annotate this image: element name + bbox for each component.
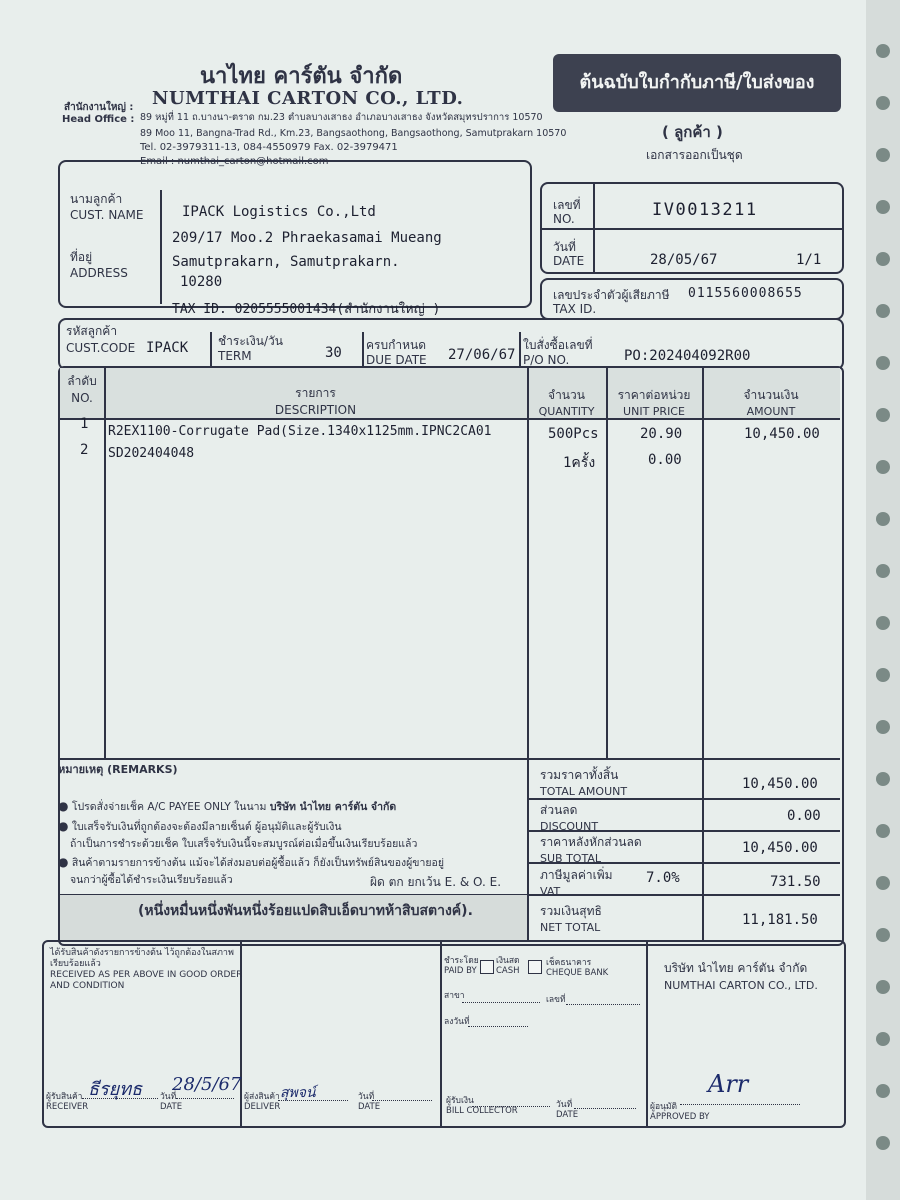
total-label: รวมราคาทั้งสิ้น TOTAL AMOUNT [540,768,628,798]
collector-date-label: วันที่ DATE [556,1100,579,1120]
row1-amount: 10,450.00 [744,426,820,442]
term-label-th: ชำระเงิน/วัน [218,334,283,348]
term-label-en: TERM [218,349,252,363]
row1-description: R2EX1100-Corrugate Pad(Size.1340x1125mm.IPNC2CA01 [108,424,492,439]
office-label-en: Head Office : [62,114,135,125]
company-name-en: NUMTHAI CARTON CO., LTD. [152,88,464,109]
customer-tax-id: TAX ID. 0205555001434(สำนักงานใหญ่ ) [172,302,441,317]
customer-address-line1: 209/17 Moo.2 Phraekasamai Mueang [172,230,442,246]
company-tel: Tel. 02-3979311-13, 084-4550979 Fax. 02-3979471 [140,142,398,153]
po-label-th: ใบสั่งซื้อเลขที่ [523,338,593,352]
row2-unit-price: 0.00 [648,452,682,468]
remark-3: ● สินค้าตามรายการข้างต้น แม้จะได้ส่งมอบต่อผู้ซื้อแล้ว ก็ยังเป็นทรัพย์สินของผู้ขายอยู่ [58,855,444,869]
net-total-amount: 11,181.50 [742,912,818,928]
branch-label: สาขา [444,991,465,1001]
net-total-label: รวมเงินสุทธิ NET TOTAL [540,904,602,934]
th-no: ลำดับ NO. [67,374,97,405]
po-number: PO:202404092R00 [624,348,751,364]
eoe-note: ผิด ตก ยกเว้น E. & O. E. [370,875,502,889]
vat-rate: 7.0% [646,870,680,886]
seller-tax-id: 0115560008655 [688,286,803,301]
company-address-th: 89 หมู่ที่ 11 ถ.บางนา-ตราด กม.23 ตำบลบางเสาธง อำเภอบางเสาธง จังหวัดสมุทรปราการ 10570 [140,112,543,123]
deliver-signature: สุพจน์ [280,1085,316,1101]
cash-label: เงินสด CASH [496,956,520,976]
issued-as-set: เอกสารออกเป็นชุด [646,148,743,162]
collector-label: ผู้รับเงิน BILL COLLECTOR [446,1096,518,1116]
customer-address-line3: 10280 [180,274,223,290]
cust-code: IPACK [146,340,189,356]
document-title: ต้นฉบับใบกำกับภาษี/ใบส่งของ [579,72,815,93]
discount-amount: 0.00 [787,808,821,824]
total-amount: 10,450.00 [742,776,818,792]
receive-date-label: วันที่ DATE [160,1092,183,1112]
date-label-th: วันที่ [553,240,576,254]
approved-by-label: ผู้อนุมัติ APPROVED BY [650,1102,710,1122]
remark-3b: จนกว่าผู้ซื้อได้ชำระเงินเรียบร้อยแล้ว [70,874,233,886]
remark-2b: ถ้าเป็นการชำระด้วยเช็ค ใบเสร็จรับเงินนี้จะสมบูรณ์ต่อเมื่อขึ้นเงินเรียบร้อยแล้ว [70,838,418,850]
taxid-label-en: TAX ID. [553,302,597,316]
invoice-date: 28/05/67 [650,252,718,268]
copy-label: ( ลูกค้า ) [662,123,723,141]
receive-date-handwritten: 28/5/67 [172,1074,242,1095]
deliver-date-label: วันที่ DATE [358,1092,381,1112]
row2-description: SD202404048 [108,446,195,461]
cash-checkbox[interactable] [480,960,494,974]
remarks-title: หมายเหตุ (REMARKS) [58,763,178,776]
th-unit-price: ราคาต่อหน่วย UNIT PRICE [617,388,691,418]
row1-unit-price: 20.90 [640,426,683,442]
company-name-th: นาไทย คาร์ตัน จำกัด [200,64,403,89]
footer-company-en: NUMTHAI CARTON CO., LTD. [664,979,818,992]
page-number: 1/1 [796,252,822,268]
footer-company-th: บริษัท นำไทย คาร์ตัน จำกัด [664,961,808,975]
paid-by-label: ชำระโดย PAID BY [444,956,479,976]
receiver-signature: ธีรยุทธ [88,1079,143,1100]
cust-name-label-en: CUST. NAME [70,208,144,222]
cheque-number-label: เลขที่ [546,995,566,1005]
customer-name: IPACK Logistics Co.,Ltd [182,204,376,220]
company-address-en: 89 Moo 11, Bangna-Trad Rd., Km.23, Bangsaothong, Bangsaothong, Samutprakarn 10570 [140,128,567,139]
remark-1: ● โปรดสั่งจ่ายเช็ค A/C PAYEE ONLY ในนาม บริษัท นำไทย คาร์ตัน จำกัด [58,799,397,813]
deliver-label: ผู้ส่งสินค้า DELIVER [244,1092,281,1112]
subtotal-amount: 10,450.00 [742,840,818,856]
po-label-en: P/O NO. [523,353,570,367]
cust-name-label-th: นามลูกค้า [70,192,123,206]
company-email: Email : numthai_carton@hotmail.com [140,156,329,167]
received-statement: ได้รับสินค้าดังรายการข้างต้น ไว้ถูกต้องในสภาพ เรียบร้อยแล้ว RECEIVED AS PER ABOVE IN GOOD ORDER AND CONDITION [50,948,243,991]
vat-amount: 731.50 [770,874,821,890]
taxid-label-th: เลขประจำตัวผู้เสียภาษี [553,288,670,302]
due-label-en: DUE DATE [366,353,427,367]
term-days: 30 [325,345,342,361]
document-title-banner [553,54,841,112]
row2-quantity: 1ครั้ง [563,455,596,471]
cheque-date-label: ลงวันที่ [444,1017,470,1027]
address-label-th: ที่อยู่ [70,250,93,264]
th-quantity: จำนวน QUANTITY [538,388,595,418]
custcode-label-en: CUST.CODE [66,341,136,355]
row1-quantity: 500Pcs [548,426,599,442]
customer-address-line2: Samutprakarn, Samutprakarn. [172,254,400,270]
custcode-label-th: รหัสลูกค้า [66,324,118,338]
address-label-en: ADDRESS [70,266,128,280]
discount-label: ส่วนลด DISCOUNT [540,803,599,833]
office-label-th: สำนักงานใหญ่ : [64,102,134,113]
due-date: 27/06/67 [448,347,516,363]
th-amount: จำนวนเงิน AMOUNT [743,388,799,418]
row1-no: 1 [80,416,89,432]
vat-label: ภาษีมูลค่าเพิ่ม VAT [540,868,613,898]
cheque-label: เช็คธนาคาร CHEQUE BANK [546,958,609,978]
th-description: รายการ DESCRIPTION [274,386,357,417]
no-label-en: NO. [553,212,575,226]
amount-in-words: (หนึ่งหมื่นหนึ่งพันหนึ่งร้อยแปดสิบเอ็ดบาทห้าสิบสตางค์). [138,903,473,919]
invoice-number: IV0013211 [652,200,758,220]
due-label-th: ครบกำหนด [366,338,426,352]
receiver-label: ผู้รับสินค้า RECEIVER [46,1092,89,1112]
cheque-checkbox[interactable] [528,960,542,974]
subtotal-label: ราคาหลังหักส่วนลด SUB TOTAL [540,835,642,865]
tractor-feed-strip [866,0,900,1200]
no-label-th: เลขที่ [553,198,581,212]
approver-signature: Arr [708,1070,749,1098]
row2-no: 2 [80,442,89,458]
date-label-en: DATE [553,254,585,268]
remark-2: ● ใบเสร็จรับเงินที่ถูกต้องจะต้องมีลายเซ็นต์ ผู้อนุมัติและผู้รับเงิน [58,819,342,833]
